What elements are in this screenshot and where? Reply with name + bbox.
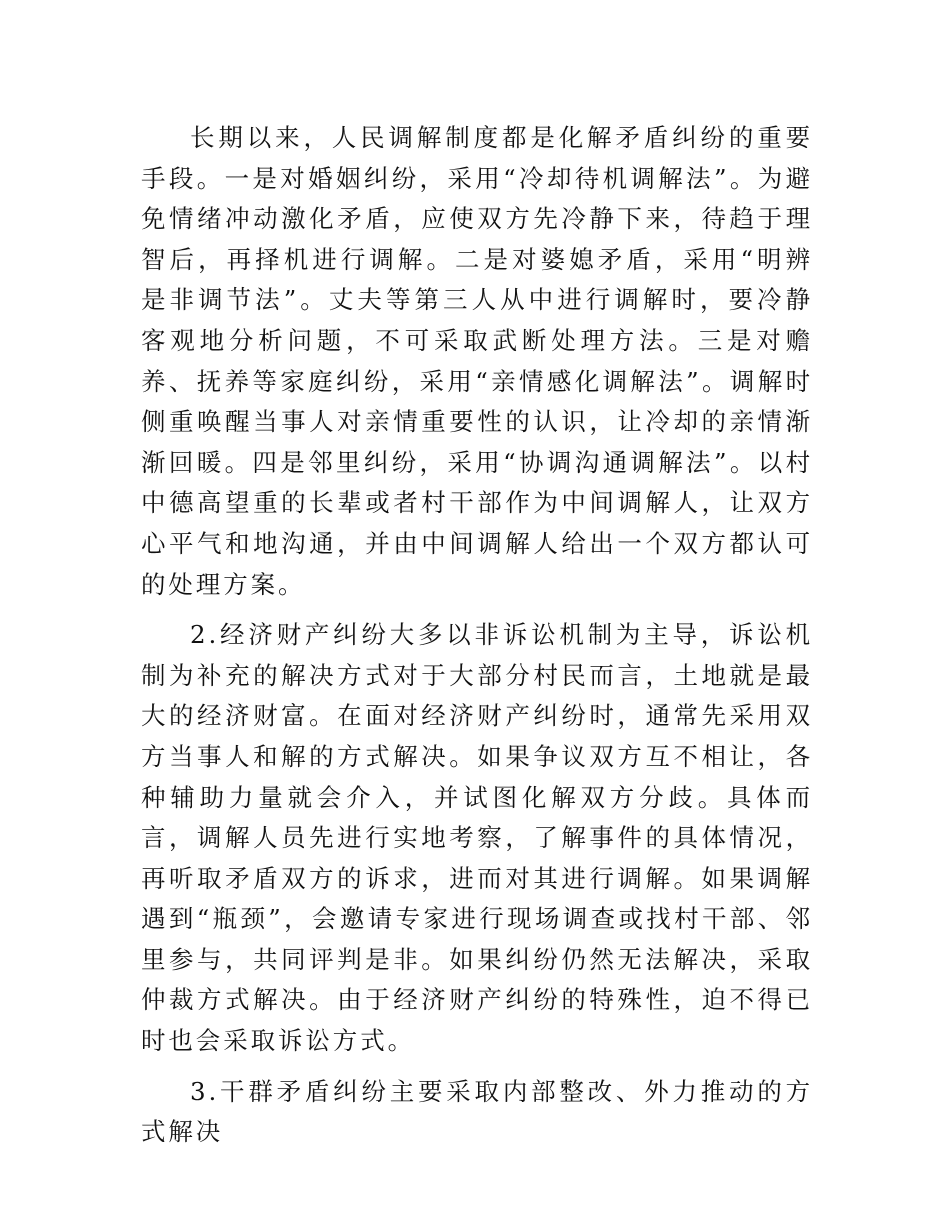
- paragraph-people-mediation: 长期以来，人民调解制度都是化解矛盾纠纷的重要手段。一是对婚姻纠纷，采用“冷却待机调解法”。为避免情绪冲动激化矛盾，应使双方先冷静下来，待趋于理智后，再择机进行调解。二是对婆媳矛盾，采用“明辨是非调节法”。丈夫等第三人从中进行调解时，要冷静客观地分析问题，不可采取武断处理方法。三是对赡养、抚养等家庭纠纷，采用“亲情感化调解法”。调解时侧重唤醒当事人对亲情重要性的认识，让冷却的亲情渐渐回暖。四是邻里纠纷，采用“协调沟通调解法”。以村中德高望重的长辈或者村干部作为中间调解人，让双方心平气和地沟通，并由中间调解人给出一个双方都认可的处理方案。: [141, 123, 813, 599]
- paragraph-cadre-mass-disputes: 3.干群矛盾纠纷主要采取内部整改、外力推动的方式解决: [141, 1076, 813, 1147]
- document-body: [141, 118, 813, 1153]
- paragraph-economic-property-disputes: 2.经济财产纠纷大多以非诉讼机制为主导，诉讼机制为补充的解决方式对于大部分村民而言，土地就是最大的经济财富。在面对经济财产纠纷时，通常先采用双方当事人和解的方式解决。如果争议双方互不相让，各种辅助力量就会介入，并试图化解双方分歧。具体而言，调解人员先进行实地考察，了解事件的具体情况，再听取矛盾双方的诉求，进而对其进行调解。如果调解遇到“瓶颈”，会邀请专家进行现场调查或找村干部、邻里参与，共同评判是非。如果纠纷仍然无法解决，采取仲裁方式解决。由于经济财产纠纷的特殊性，迫不得已时也会采取诉讼方式。: [141, 620, 813, 1056]
